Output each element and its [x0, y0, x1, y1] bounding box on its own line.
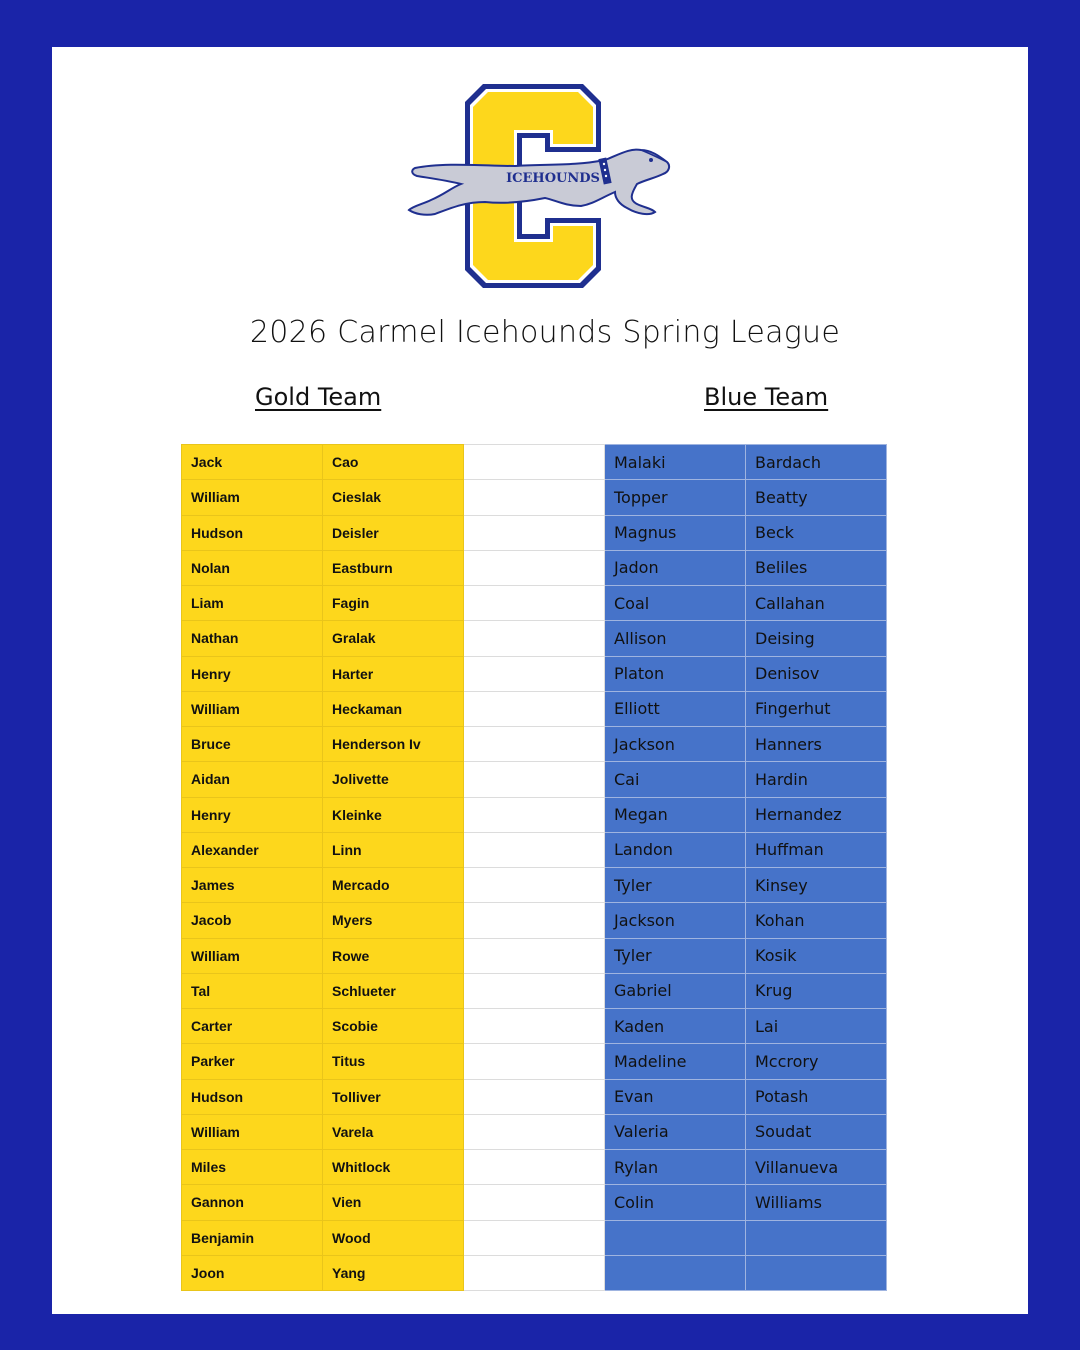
blue-first-name: Gabriel [605, 973, 746, 1008]
blue-last-name: Beliles [746, 550, 887, 585]
gold-first-name: Bruce [182, 727, 323, 762]
blue-last-name: Kinsey [746, 868, 887, 903]
blue-last-name: Krug [746, 973, 887, 1008]
blue-first-name: Jadon [605, 550, 746, 585]
gold-first-name: Hudson [182, 1079, 323, 1114]
page-title: 2026 Carmel Icehounds Spring League [249, 315, 841, 350]
spacer-cell [464, 1044, 605, 1079]
gold-last-name: Gralak [323, 621, 464, 656]
blue-first-name: Cai [605, 762, 746, 797]
greyhound-c-logo-icon [405, 84, 677, 289]
blue-first-name: Madeline [605, 1044, 746, 1079]
gold-first-name: Alexander [182, 832, 323, 867]
gold-first-name: Parker [182, 1044, 323, 1079]
blue-first-name: Coal [605, 586, 746, 621]
blue-last-name: Soudat [746, 1114, 887, 1149]
gold-first-name: Aidan [182, 762, 323, 797]
blue-first-name [605, 1220, 746, 1255]
table-row [182, 691, 887, 726]
spacer-cell [464, 1185, 605, 1220]
table-row [182, 938, 887, 973]
blue-last-name: Lai [746, 1009, 887, 1044]
gold-first-name: Benjamin [182, 1220, 323, 1255]
gold-first-name: Miles [182, 1150, 323, 1185]
gold-last-name: Yang [323, 1255, 464, 1290]
table-row [182, 480, 887, 515]
spacer-cell [464, 727, 605, 762]
gold-first-name: Nolan [182, 550, 323, 585]
blue-last-name: Mccrory [746, 1044, 887, 1079]
spacer-cell [464, 1220, 605, 1255]
blue-first-name: Magnus [605, 515, 746, 550]
gold-last-name: Scobie [323, 1009, 464, 1044]
blue-first-name: Landon [605, 832, 746, 867]
spacer-cell [464, 938, 605, 973]
spacer-cell [464, 1150, 605, 1185]
gold-last-name: Kleinke [323, 797, 464, 832]
gold-first-name: William [182, 938, 323, 973]
table-row [182, 1150, 887, 1185]
blue-last-name: Deising [746, 621, 887, 656]
blue-team-heading: Blue Team [704, 383, 829, 411]
table-row [182, 586, 887, 621]
gold-first-name: Henry [182, 797, 323, 832]
blue-last-name: Beck [746, 515, 887, 550]
table-row [182, 550, 887, 585]
table-row [182, 621, 887, 656]
spacer-cell [464, 1255, 605, 1290]
gold-last-name: Heckaman [323, 691, 464, 726]
gold-last-name: Harter [323, 656, 464, 691]
blue-first-name: Allison [605, 621, 746, 656]
blue-first-name: Topper [605, 480, 746, 515]
spacer-cell [464, 797, 605, 832]
blue-first-name: Platon [605, 656, 746, 691]
gold-last-name: Tolliver [323, 1079, 464, 1114]
spacer-cell [464, 1079, 605, 1114]
spacer-cell [464, 1009, 605, 1044]
gold-last-name: Rowe [323, 938, 464, 973]
blue-first-name: Jackson [605, 903, 746, 938]
blue-first-name: Tyler [605, 868, 746, 903]
gold-last-name: Cieslak [323, 480, 464, 515]
spacer-cell [464, 656, 605, 691]
blue-last-name: Kosik [746, 938, 887, 973]
table-row [182, 1044, 887, 1079]
blue-first-name: Megan [605, 797, 746, 832]
blue-first-name: Rylan [605, 1150, 746, 1185]
table-row [182, 797, 887, 832]
blue-last-name: Hanners [746, 727, 887, 762]
table-row [182, 727, 887, 762]
table-row [182, 515, 887, 550]
table-row [182, 1114, 887, 1149]
spacer-cell [464, 832, 605, 867]
gold-last-name: Linn [323, 832, 464, 867]
table-row [182, 762, 887, 797]
blue-first-name: Evan [605, 1079, 746, 1114]
gold-team-heading: Gold Team [255, 383, 382, 411]
gold-last-name: Henderson Iv [323, 727, 464, 762]
gold-last-name: Varela [323, 1114, 464, 1149]
gold-first-name: William [182, 691, 323, 726]
blue-first-name: Elliott [605, 691, 746, 726]
gold-first-name: Joon [182, 1255, 323, 1290]
blue-first-name [605, 1255, 746, 1290]
spacer-cell [464, 550, 605, 585]
blue-last-name [746, 1220, 887, 1255]
gold-first-name: James [182, 868, 323, 903]
blue-last-name: Callahan [746, 586, 887, 621]
spacer-cell [464, 1114, 605, 1149]
table-row [182, 1220, 887, 1255]
gold-first-name: Henry [182, 656, 323, 691]
blue-last-name [746, 1255, 887, 1290]
gold-first-name: Carter [182, 1009, 323, 1044]
blue-last-name: Huffman [746, 832, 887, 867]
gold-first-name: Liam [182, 586, 323, 621]
blue-last-name: Hernandez [746, 797, 887, 832]
blue-first-name: Malaki [605, 445, 746, 480]
gold-last-name: Cao [323, 445, 464, 480]
gold-last-name: Myers [323, 903, 464, 938]
blue-last-name: Hardin [746, 762, 887, 797]
blue-first-name: Jackson [605, 727, 746, 762]
spacer-cell [464, 868, 605, 903]
table-row [182, 868, 887, 903]
gold-last-name: Vien [323, 1185, 464, 1220]
blue-last-name: Fingerhut [746, 691, 887, 726]
spacer-cell [464, 691, 605, 726]
gold-first-name: Jacob [182, 903, 323, 938]
blue-first-name: Tyler [605, 938, 746, 973]
gold-last-name: Whitlock [323, 1150, 464, 1185]
table-row [182, 1255, 887, 1290]
logo-wordmark: ICEHOUNDS [506, 171, 600, 186]
spacer-cell [464, 903, 605, 938]
gold-last-name: Schlueter [323, 973, 464, 1008]
blue-last-name: Denisov [746, 656, 887, 691]
blue-last-name: Beatty [746, 480, 887, 515]
blue-last-name: Potash [746, 1079, 887, 1114]
blue-last-name: Bardach [746, 445, 887, 480]
gold-last-name: Mercado [323, 868, 464, 903]
gold-first-name: Tal [182, 973, 323, 1008]
gold-last-name: Wood [323, 1220, 464, 1255]
blue-last-name: Williams [746, 1185, 887, 1220]
gold-last-name: Titus [323, 1044, 464, 1079]
gold-last-name: Fagin [323, 586, 464, 621]
gold-last-name: Jolivette [323, 762, 464, 797]
spacer-cell [464, 762, 605, 797]
blue-first-name: Colin [605, 1185, 746, 1220]
table-row [182, 973, 887, 1008]
gold-first-name: Gannon [182, 1185, 323, 1220]
gold-first-name: William [182, 480, 323, 515]
roster-table [181, 444, 887, 1291]
gold-first-name: Nathan [182, 621, 323, 656]
blue-first-name: Kaden [605, 1009, 746, 1044]
table-row [182, 903, 887, 938]
blue-last-name: Villanueva [746, 1150, 887, 1185]
table-row [182, 445, 887, 480]
gold-first-name: William [182, 1114, 323, 1149]
blue-first-name: Valeria [605, 1114, 746, 1149]
table-row [182, 1185, 887, 1220]
table-row [182, 1079, 887, 1114]
flyer-page [52, 47, 1028, 1314]
spacer-cell [464, 621, 605, 656]
gold-first-name: Jack [182, 445, 323, 480]
gold-last-name: Deisler [323, 515, 464, 550]
table-row [182, 1009, 887, 1044]
table-row [182, 656, 887, 691]
gold-first-name: Hudson [182, 515, 323, 550]
spacer-cell [464, 973, 605, 1008]
blue-last-name: Kohan [746, 903, 887, 938]
spacer-cell [464, 515, 605, 550]
spacer-cell [464, 586, 605, 621]
spacer-cell [464, 480, 605, 515]
spacer-cell [464, 445, 605, 480]
gold-last-name: Eastburn [323, 550, 464, 585]
table-row [182, 832, 887, 867]
